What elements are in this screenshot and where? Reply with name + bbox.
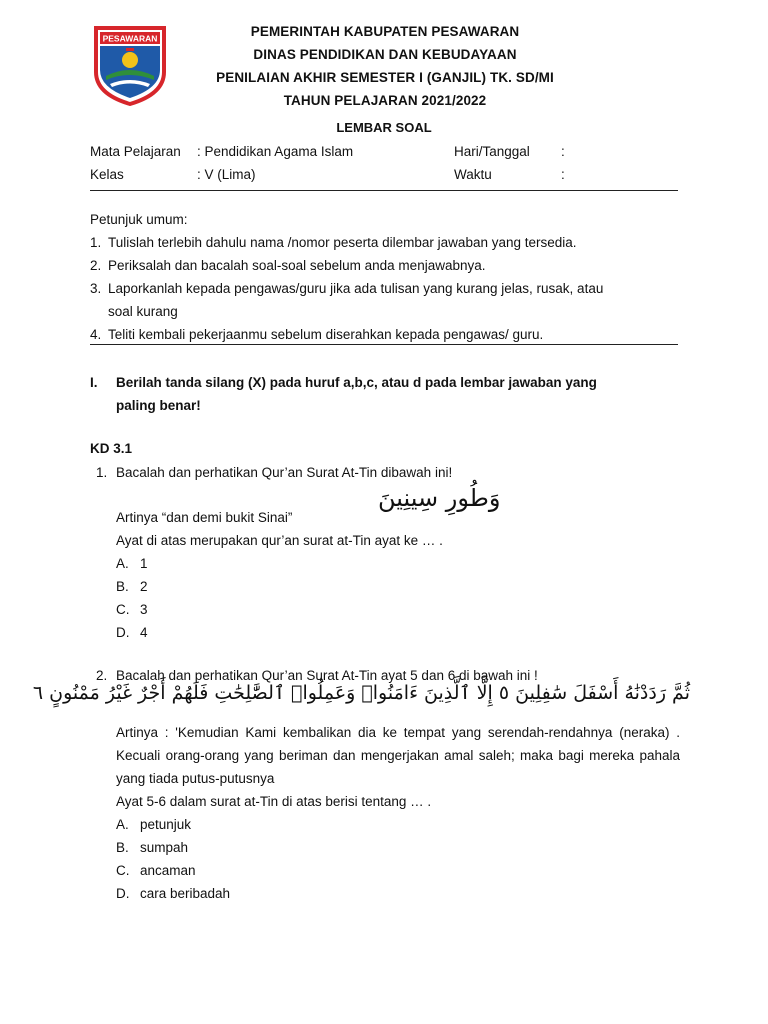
letterhead-line-3: PENILAIAN AKHIR SEMESTER I (GANJIL) TK. SD/MI (216, 70, 554, 85)
answer-option: C. ancaman (116, 863, 196, 878)
instruction-item-continued: soal kurang (108, 304, 178, 319)
instruction-item: 4. Teliti kembali pekerjaanmu sebelum diserahkan kepada pengawas/ guru. (90, 327, 544, 342)
answer-option: A. petunjuk (116, 817, 192, 832)
question-1-body (90, 506, 680, 644)
class-value: : V (Lima) (197, 167, 256, 182)
question-number: 1. (96, 465, 108, 480)
answer-option: B. 2 (116, 579, 148, 594)
answer-option: B. sumpah (116, 840, 189, 855)
logo-text: PESAWARAN (102, 33, 158, 44)
subject-value: : Pendidikan Agama Islam (197, 144, 354, 159)
day-label: Hari/Tanggal (454, 144, 530, 159)
question-text: Ayat 5-6 dalam surat at-Tin di atas berisi tentang … . (116, 794, 432, 809)
class-label: Kelas (90, 167, 124, 182)
section-instruction (90, 371, 680, 417)
verse-meaning: Artinya “dan demi bukit Sinai” (116, 510, 293, 525)
question-number: 2. (96, 668, 108, 683)
day-value: : (561, 144, 565, 159)
question-prompt: Bacalah dan perhatikan Qur’an Surat At-Tin dibawah ini! (116, 465, 453, 480)
section-text: Berilah tanda silang (X) pada huruf a,b,c, atau d pada lembar jawaban yang (116, 375, 597, 390)
question-text: Ayat di atas merupakan qur’an surat at-Tin ayat ke … . (116, 533, 443, 548)
subject-label: Mata Pelajaran (90, 144, 181, 159)
divider-bottom (90, 344, 678, 345)
kd-heading: KD 3.1 (90, 441, 133, 456)
question-2-body (90, 721, 680, 905)
info-row-class (90, 163, 678, 186)
pesawaran-logo (92, 24, 168, 106)
question-1 (90, 461, 680, 484)
instruction-item: 1. Tulislah terlebih dahulu nama /nomor peserta dilembar jawaban yang tersedia. (90, 235, 577, 250)
section-number: I. (90, 375, 98, 390)
info-row-subject (90, 140, 678, 163)
instructions-heading: Petunjuk umum: (90, 212, 188, 227)
divider-top (90, 190, 678, 191)
answer-option: A. 1 (116, 556, 148, 571)
time-value: : (561, 167, 565, 182)
instruction-item: 3. Laporkanlah kepada pengawas/guru jika ada tulisan yang kurang jelas, rusak, atau (90, 281, 604, 296)
sheet-title: LEMBAR SOAL (336, 120, 432, 135)
time-label: Waktu (454, 167, 492, 182)
answer-option: D. 4 (116, 625, 148, 640)
verse-meaning: Artinya : 'Kemudian Kami kembalikan dia ke tempat yang serendah-rendahnya (neraka) . Kecuali orang-orang yang beriman dan mengerjakan amal saleh; maka bagi mereka pahala yang tiada putus-putusnya (116, 725, 680, 786)
letterhead (170, 20, 600, 112)
general-instructions (90, 208, 680, 346)
letterhead-line-2: DINAS PENDIDIKAN DAN KEBUDAYAAN (253, 47, 517, 62)
letterhead-line-1: PEMERINTAH KABUPATEN PESAWARAN (250, 24, 520, 39)
section-text-continued: paling benar! (116, 398, 201, 413)
arabic-verse: ثُمَّ رَدَدْنَٰهُ أَسْفَلَ سَٰفِلِينَ ٥ إِلَّا ٱلَّذِينَ ءَامَنُوا۟ وَعَمِلُوا۟ ٱلصَّٰلِحَٰتِ فَلَهُمْ أَجْرٌ غَيْرُ مَمْنُونٍ ٦ (32, 682, 690, 704)
question-prompt: Bacalah dan perhatikan Qur’an Surat At-Tin ayat 5 dan 6 di bawah ini ! (116, 668, 538, 683)
arabic-verse: وَطُورِ سِينِينَ (378, 484, 501, 512)
answer-option: C. 3 (116, 602, 148, 617)
answer-option: D. cara beribadah (116, 886, 231, 901)
instruction-item: 2. Periksalah dan bacalah soal-soal sebelum anda menjawabnya. (90, 258, 486, 273)
exam-info (90, 140, 678, 186)
letterhead-line-4: TAHUN PELAJARAN 2021/2022 (283, 93, 487, 108)
